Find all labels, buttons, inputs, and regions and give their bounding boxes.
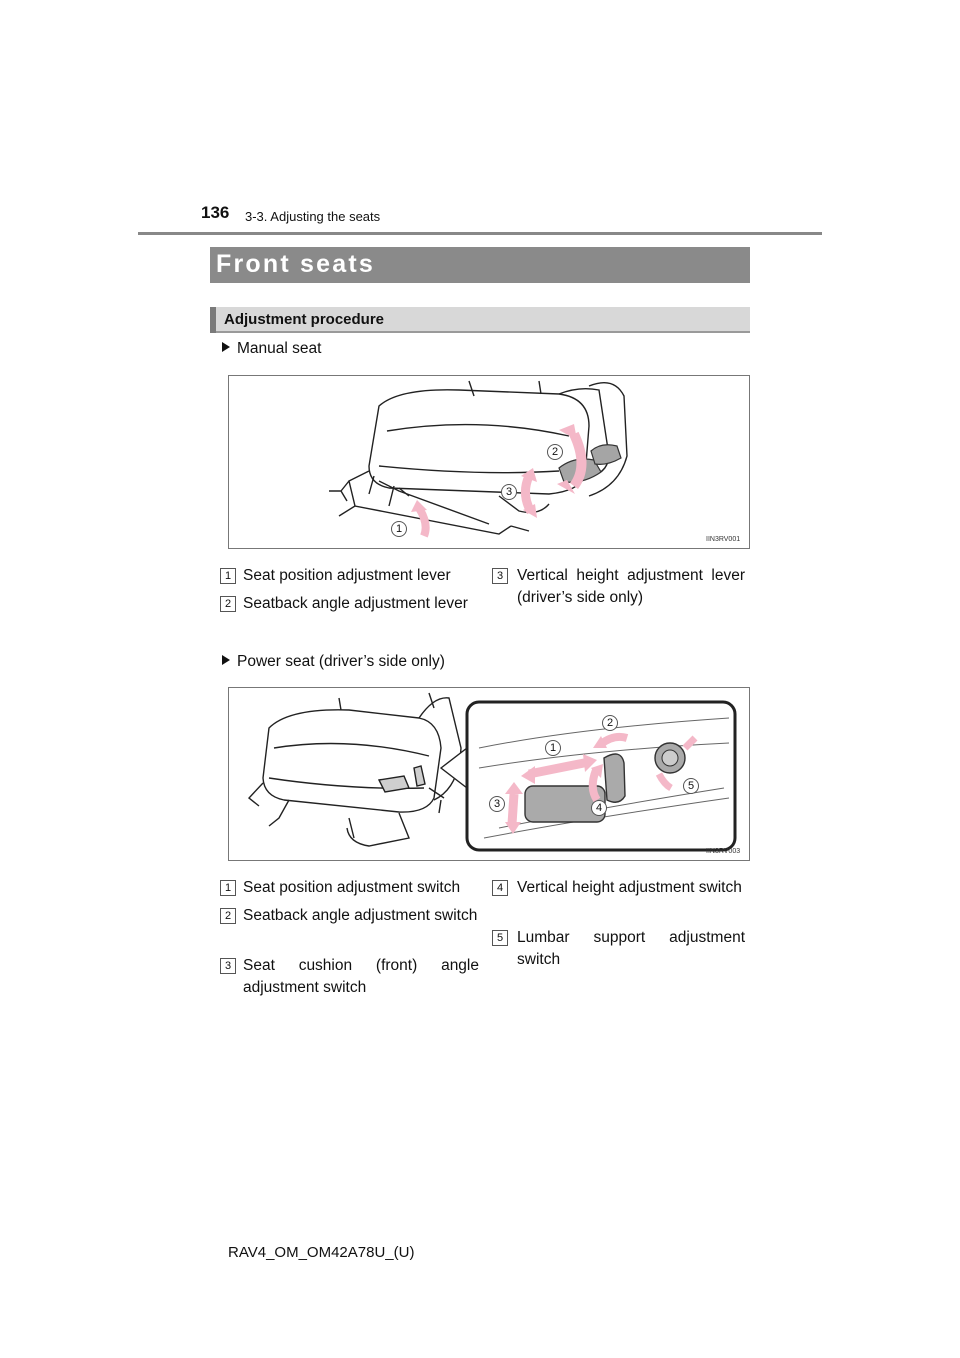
figure-code: IIN3RV003: [706, 848, 741, 855]
bullet-triangle-icon: [222, 342, 230, 352]
item-text: Seatback angle adjustment lever: [243, 595, 468, 612]
item-number: 2: [220, 596, 236, 612]
figure-code: IIN3RV001: [706, 536, 741, 543]
page-number: 136: [201, 203, 230, 222]
bullet-triangle-icon: [222, 655, 230, 665]
callout-3: 3: [501, 484, 517, 500]
page-title: Front seats: [216, 250, 375, 278]
subsection-accent: [210, 307, 216, 333]
footer-doc-code: RAV4_OM_OM42A78U_(U): [228, 1244, 415, 1261]
section-label: 3-3. Adjusting the seats: [245, 209, 381, 224]
item-text: Vertical height adjustment switch: [517, 879, 742, 896]
power-seat-illustration: [229, 688, 749, 860]
item-text: Seat position adjustment lever: [243, 567, 451, 584]
subsection-title: Adjustment procedure: [224, 311, 385, 328]
item-number: 1: [220, 880, 236, 896]
callout-2: 2: [602, 715, 618, 731]
manual-seat-illustration: [229, 376, 749, 548]
item-number: 3: [492, 568, 508, 584]
bullet-power-seat-label: Power seat (driver’s side only): [237, 653, 445, 670]
item-number: 3: [220, 958, 236, 974]
callout-1: 1: [545, 740, 561, 756]
header-rule: [138, 232, 822, 235]
manual-seat-figure: [228, 375, 750, 549]
item-number: 2: [220, 908, 236, 924]
callout-3: 3: [489, 796, 505, 812]
callout-5: 5: [683, 778, 699, 794]
item-text: Vertical height adjustment lever (driver’s side only): [517, 567, 745, 606]
callout-2: 2: [547, 444, 563, 460]
item-text: Seatback angle adjustment switch: [243, 907, 478, 924]
bullet-power-seat: [222, 653, 445, 671]
bullet-manual-seat-label: Manual seat: [237, 340, 322, 357]
item-number: 5: [492, 930, 508, 946]
bullet-manual-seat: [222, 340, 321, 358]
item-number: 4: [492, 880, 508, 896]
item-text: Seat cushion (front) angle adjustment switch: [243, 957, 479, 996]
item-text: Seat position adjustment switch: [243, 879, 461, 896]
callout-4: 4: [591, 800, 607, 816]
power-seat-figure: [228, 687, 750, 861]
callout-1: 1: [391, 521, 407, 537]
item-number: 1: [220, 568, 236, 584]
item-text: Lumbar support adjustment switch: [517, 929, 745, 968]
